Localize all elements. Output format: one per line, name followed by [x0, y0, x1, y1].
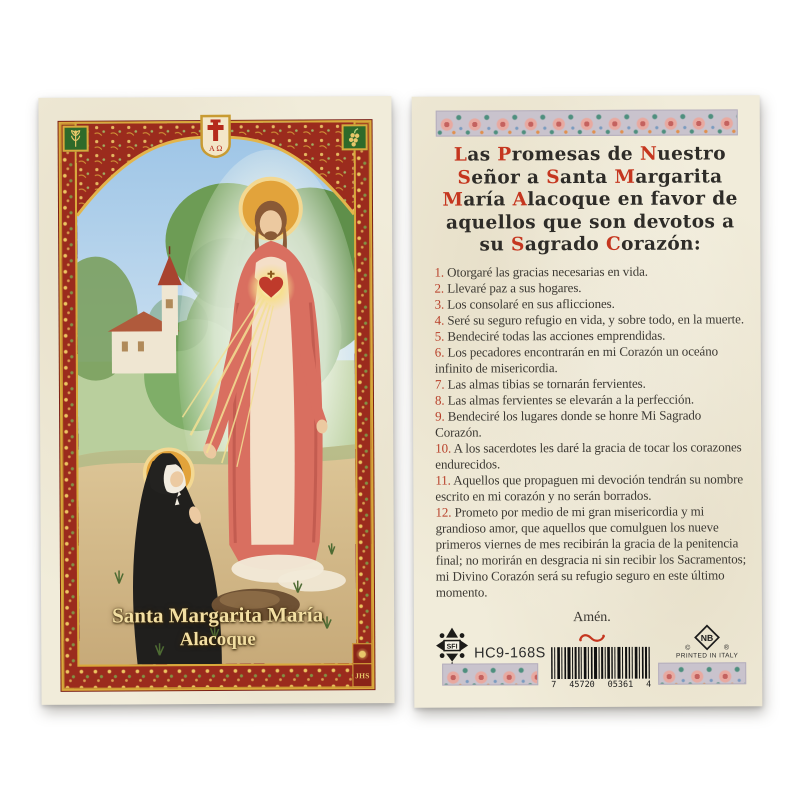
title-line: aquellos que son devotos a [445, 210, 735, 234]
list-item: 7. Las almas tibias se tornarán fervientes. [434, 375, 646, 392]
card-footer [414, 624, 762, 698]
registered-symbol: ® [723, 644, 730, 652]
list-item-number: 8. [434, 392, 448, 408]
promises-list [434, 263, 747, 600]
floral-band-top [436, 109, 738, 136]
barcode-digits [550, 680, 652, 690]
amen-text: Amén. [573, 609, 611, 625]
shield-icon [199, 114, 231, 158]
alpha-omega-letters: A Ω [208, 143, 222, 154]
list-item-number: 1. [434, 264, 448, 280]
list-item: 12. Prometo por medio de mi gran misericordia y mi grandioso amor, que aquellos que comulguen los nueve primeros viernes de mes recibirán la gracia de la penitencia final; no morirán en desgracia ni sin recibir los Sacramentos; mi Divino Corazón será su refugio seguro en este último momento. [435, 502, 747, 600]
floral-band-bottom-right [658, 662, 746, 684]
promises-title [434, 143, 746, 257]
list-item: 11. Aquellos que propaguen mi devoción tendrán su nombre escrito en mi corazón y no serán borrados. [435, 470, 744, 504]
list-item: 10. A los sacerdotes les daré la gracia de tocar los corazones endurecidos. [435, 438, 742, 472]
list-item-number: 12. [435, 504, 455, 520]
list-item: 8. Las almas fervientes se elevarán a la perfección. [434, 391, 695, 408]
list-item-number: 2. [434, 280, 448, 296]
ornate-border [59, 120, 375, 691]
card-title-line2: Alacoque [179, 628, 256, 651]
list-item: 6. Los pecadores encontrarán en mi Corazón un oceáno infinito de misericordia. [434, 342, 719, 376]
sacred-heart-icon [247, 264, 295, 312]
list-item: 5. Bendeciré todas las acciones emprendidas. [434, 327, 666, 344]
list-item: 9. Bendeciré los lugares donde se honre Mi Sagrado Corazón. [435, 407, 702, 440]
barcode-bars [550, 647, 652, 679]
list-item-number: 9. [435, 408, 448, 424]
list-item-number: 4. [434, 312, 448, 328]
list-item-number: 5. [434, 328, 448, 344]
list-item-number: 11. [435, 472, 454, 488]
product-code: HC9-168S [474, 645, 546, 662]
barcode-digit-group: 45720 [569, 679, 595, 691]
title-line: Las Promesas de Nuestro [453, 143, 726, 166]
list-item: 3. Los consolaré en sus aflicciones. [434, 295, 615, 312]
list-item: 2. Llevaré paz a sus hogares. [434, 279, 582, 296]
holy-card-back [412, 95, 763, 708]
list-item-number: 3. [434, 296, 448, 312]
sfi-logo-text: SFI [446, 643, 458, 651]
barcode-digit-group: 4 [646, 679, 652, 690]
card-title [79, 601, 356, 652]
list-item: 4. Seré su seguro refugio en vida, y sobre todo, en la muerte. [434, 310, 744, 328]
printed-in-italy-text: PRINTED IN ITALY [676, 652, 739, 660]
barcode [550, 647, 652, 691]
sacred-heart-apparition-scene [77, 122, 357, 664]
title-line: su Sagrado Corazón: [479, 233, 702, 256]
list-item-number: 6. [434, 344, 448, 360]
list-item-number: 10. [435, 440, 454, 456]
title-line: Señor a Santa Margarita [457, 165, 723, 189]
card-title-line1: Santa Margarita María [111, 602, 324, 628]
card-content [434, 143, 748, 644]
wheat-icon [63, 126, 89, 152]
copyright-symbol: © [685, 644, 691, 652]
grapes-icon [342, 124, 368, 150]
title-line: María Alacoque en favor de [442, 188, 738, 211]
nb-logo [668, 624, 746, 659]
floral-band-bottom-left [442, 663, 538, 685]
barcode-digit-group: 7 [551, 680, 557, 691]
scene-wrap [77, 122, 357, 664]
nb-logo-text: NB [700, 632, 714, 643]
rosette-icon [352, 643, 372, 665]
jhs-monogram: JHS [352, 663, 372, 687]
barcode-digit-group: 05361 [607, 679, 634, 690]
list-item-number: 7. [434, 376, 448, 392]
holy-card-front [38, 96, 394, 705]
list-item: 1. Otorgaré las gracias necesarias en vida. [434, 263, 648, 280]
